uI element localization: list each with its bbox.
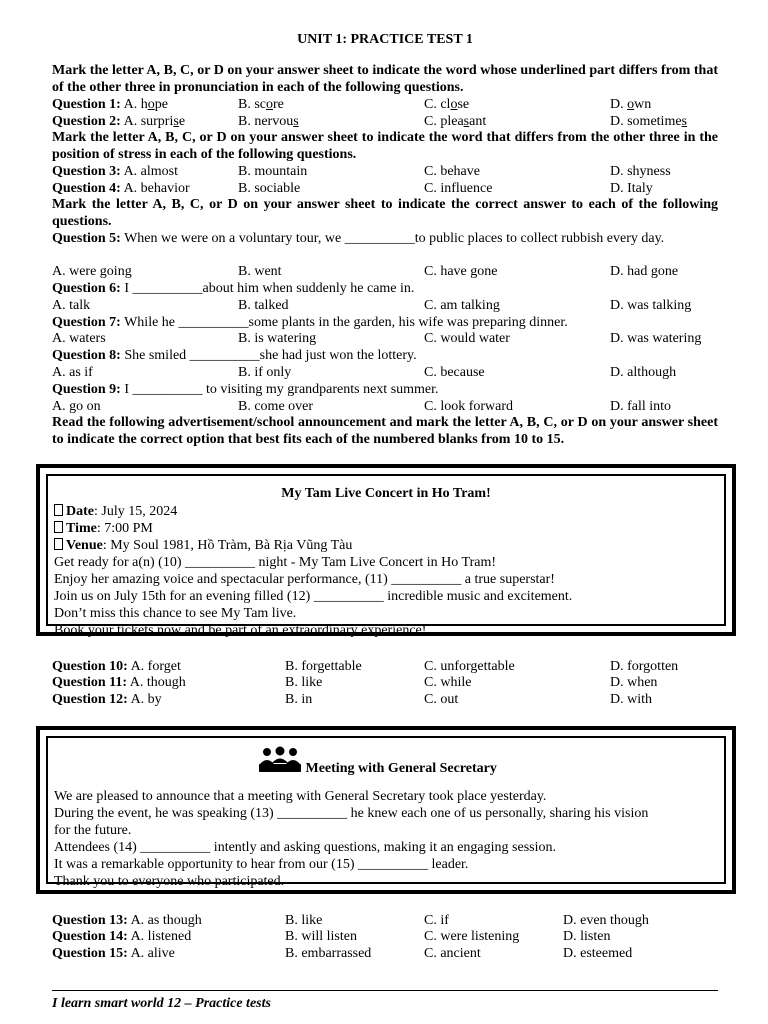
q3-option-c: C. behave bbox=[424, 164, 480, 179]
q4-option-d: D. Italy bbox=[610, 181, 653, 196]
q5-option-c: C. have gone bbox=[424, 264, 498, 279]
question-3: Question 3: A. almost bbox=[52, 164, 179, 179]
question-11: Question 11: A. though bbox=[52, 675, 186, 690]
ad-time: Time: 7:00 PM bbox=[54, 520, 153, 537]
instruction-stress: Mark the letter A, B, C, or D on your answer sheet to indicate the word that differs from the other three in the position of stress in each of the following questions. bbox=[52, 130, 718, 162]
q11-option-c: C. while bbox=[424, 675, 472, 690]
q6-option-c: C. am talking bbox=[424, 298, 500, 313]
q13-option-c: C. if bbox=[424, 913, 449, 928]
q15-option-c: C. ancient bbox=[424, 946, 481, 961]
q13-option-d: D. even though bbox=[563, 913, 649, 928]
question-7: Question 7: While he __________some plants in the garden, his wife was preparing dinner. bbox=[52, 315, 568, 330]
q2-option-d: D. sometimes bbox=[610, 114, 687, 129]
footer-divider bbox=[52, 990, 718, 991]
q15-option-d: D. esteemed bbox=[563, 946, 633, 961]
q14-option-d: D. listen bbox=[563, 929, 611, 944]
q9-option-b: B. come over bbox=[238, 399, 314, 414]
instruction-correct-answer: Mark the letter A, B, C, or D on your answer sheet to indicate the correct answer to each of the following questions. bbox=[52, 197, 718, 229]
q14-option-c: C. were listening bbox=[424, 929, 520, 944]
q12-option-c: C. out bbox=[424, 692, 459, 707]
q9-option-c: C. look forward bbox=[424, 399, 514, 414]
q11-option-d: D. when bbox=[610, 675, 658, 690]
q12-option-b: B. in bbox=[285, 692, 313, 707]
placeholder-square-icon bbox=[54, 521, 63, 533]
q2-option-c: C. pleasant bbox=[424, 114, 487, 129]
q3-option-d: D. shyness bbox=[610, 164, 671, 179]
question-8: Question 8: She smiled __________she had just won the lottery. bbox=[52, 348, 417, 363]
q8-option-d: D. although bbox=[610, 365, 677, 380]
q4-option-c: C. influence bbox=[424, 181, 493, 196]
q7-option-a: A. waters bbox=[52, 331, 106, 346]
q8-option-c: C. because bbox=[424, 365, 485, 380]
announcement-heading bbox=[258, 746, 497, 779]
q10-option-c: C. unforgettable bbox=[424, 659, 515, 674]
q5-option-a: A. were going bbox=[52, 264, 132, 279]
page-footer: I learn smart world 12 – Practice tests bbox=[52, 996, 271, 1011]
q7-option-b: B. is watering bbox=[238, 331, 317, 346]
question-13: Question 13: A. as though bbox=[52, 913, 202, 928]
q5-option-b: B. went bbox=[238, 264, 282, 279]
q10-option-b: B. forgettable bbox=[285, 659, 362, 674]
q15-option-b: B. embarrassed bbox=[285, 946, 372, 961]
question-4: Question 4: A. behavior bbox=[52, 181, 190, 196]
q13-option-b: B. like bbox=[285, 913, 323, 928]
question-10: Question 10: A. forget bbox=[52, 659, 181, 674]
question-2: Question 2: A. surprise bbox=[52, 114, 186, 129]
advertisement-inner-border bbox=[46, 474, 726, 638]
advertisement-box bbox=[36, 464, 736, 636]
ad-line-3: Join us on July 15th for an evening filled (12) __________ incredible music and excitement. bbox=[54, 589, 573, 604]
q8-option-a: A. as if bbox=[52, 365, 93, 380]
placeholder-square-icon bbox=[54, 538, 63, 550]
placeholder-square-icon bbox=[54, 504, 63, 516]
announce-line-4: It was a remarkable opportunity to hear from our (15) __________ leader. bbox=[54, 857, 469, 872]
advertisement-title: My Tam Live Concert in Ho Tram! bbox=[281, 486, 491, 501]
q11-option-b: B. like bbox=[285, 675, 323, 690]
announce-line-2b: for the future. bbox=[54, 823, 132, 838]
q1-option-b: B. score bbox=[238, 97, 284, 112]
q3-option-b: B. mountain bbox=[238, 164, 308, 179]
instruction-pronunciation: Mark the letter A, B, C, or D on your answer sheet to indicate the word whose underlined part differs from that of the other three in pronunciation in each of the following questions. bbox=[52, 63, 718, 95]
ad-line-1: Get ready for a(n) (10) __________ night - My Tam Live Concert in Ho Tram! bbox=[54, 555, 497, 570]
question-5: Question 5: When we were on a voluntary tour, we __________to public places to collect rubbish every day. bbox=[52, 231, 665, 246]
page-title: UNIT 1: PRACTICE TEST 1 bbox=[297, 32, 473, 47]
q1-option-d: D. own bbox=[610, 97, 652, 112]
question-1: Question 1: A. hope bbox=[52, 97, 168, 112]
q1-option-c: C. close bbox=[424, 97, 470, 112]
q7-option-d: D. was watering bbox=[610, 331, 702, 346]
people-group-icon bbox=[258, 746, 302, 779]
announce-line-3: Attendees (14) __________ intently and asking questions, making it an engaging session. bbox=[54, 840, 556, 855]
question-14: Question 14: A. listened bbox=[52, 929, 192, 944]
q5-option-d: D. had gone bbox=[610, 264, 679, 279]
q6-option-d: D. was talking bbox=[610, 298, 692, 313]
announce-line-1: We are pleased to announce that a meeting with General Secretary took place yesterday. bbox=[54, 789, 547, 804]
question-15: Question 15: A. alive bbox=[52, 946, 175, 961]
ad-venue: Venue: My Soul 1981, Hồ Tràm, Bà Rịa Vũng Tàu bbox=[54, 537, 352, 554]
q8-option-b: B. if only bbox=[238, 365, 292, 380]
q7-option-c: C. would water bbox=[424, 331, 510, 346]
announcement-box bbox=[36, 726, 736, 894]
q9-option-d: D. fall into bbox=[610, 399, 672, 414]
ad-date: Date: July 15, 2024 bbox=[54, 503, 177, 520]
instruction-reading: Read the following advertisement/school announcement and mark the letter A, B, C, or D on your answer sheet to indicate the correct option that best fits each of the numbered blanks from 10 to 15. bbox=[52, 415, 718, 447]
announcement-inner-border bbox=[46, 736, 726, 889]
announcement-title: Meeting with General Secretary bbox=[305, 761, 497, 776]
q14-option-b: B. will listen bbox=[285, 929, 357, 944]
q9-option-a: A. go on bbox=[52, 399, 101, 414]
ad-line-5: Book your tickets now and be part of an extraordinary experience! bbox=[54, 623, 427, 638]
announce-line-2: During the event, he was speaking (13) __________ he knew each one of us personally, sharing his vision bbox=[54, 806, 649, 821]
ad-line-4: Don’t miss this chance to see My Tam live. bbox=[54, 606, 297, 621]
q4-option-b: B. sociable bbox=[238, 181, 301, 196]
q2-option-b: B. nervous bbox=[238, 114, 299, 129]
announce-line-5: Thank you to everyone who participated. bbox=[54, 874, 285, 889]
q10-option-d: D. forgotten bbox=[610, 659, 679, 674]
question-6: Question 6: I __________about him when suddenly he came in. bbox=[52, 281, 415, 296]
question-9: Question 9: I __________ to visiting my grandparents next summer. bbox=[52, 382, 439, 397]
ad-line-2: Enjoy her amazing voice and spectacular performance, (11) __________ a true superstar! bbox=[54, 572, 555, 587]
question-12: Question 12: A. by bbox=[52, 692, 162, 707]
q6-option-b: B. talked bbox=[238, 298, 289, 313]
q12-option-d: D. with bbox=[610, 692, 652, 707]
q6-option-a: A. talk bbox=[52, 298, 91, 313]
